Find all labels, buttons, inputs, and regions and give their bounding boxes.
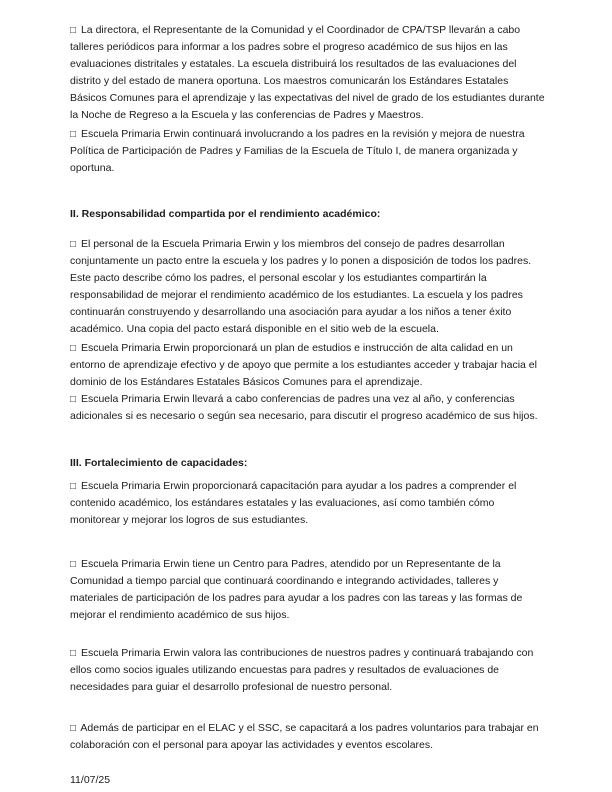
paragraph-text: Escuela Primaria Erwin tiene un Centro para Padres, atendido por un Representante de la Comunidad a tiempo parcial que continuará coordinando e integrando actividades, talleres y materiales de participación de los padres para ayudar a los padres con las tareas y las formas de mejorar el rendimiento académico de sus hijos. bbox=[70, 558, 523, 621]
section-continuation bbox=[70, 22, 547, 177]
policy-paragraph bbox=[70, 645, 547, 696]
section-shared-responsibility bbox=[70, 206, 547, 425]
paragraph-text: Escuela Primaria Erwin valora las contribuciones de nuestros padres y continuará trabajando con ellos como socios iguales utilizando encuestas para padres y resultados de evaluaciones de necesidades para guiar el desarrollo profesional de nuestro personal. bbox=[70, 647, 534, 693]
checkbox-icon: □ bbox=[70, 129, 77, 140]
paragraph-text: Escuela Primaria Erwin continuará involucrando a los padres en la revisión y mejora de nuestra Política de Participación de Padres y Familias de la Escuela de Título I, de manera organizada y oportuna. bbox=[70, 128, 525, 174]
checkbox-icon: □ bbox=[70, 394, 77, 405]
policy-paragraph bbox=[70, 126, 547, 177]
policy-paragraph bbox=[70, 556, 547, 624]
checkbox-icon: □ bbox=[70, 481, 77, 492]
footer-date: 11/07/25 bbox=[70, 774, 111, 786]
checkbox-icon: □ bbox=[70, 559, 77, 570]
policy-paragraph bbox=[70, 340, 547, 391]
paragraph-text: La directora, el Representante de la Comunidad y el Coordinador de CPA/TSP llevarán a cabo talleres periódicos para informar a los padres sobre el progreso académico de sus hijos en las evaluaciones distritales y estatales. La escuela distribuirá los resultados de las evaluaciones del distrito y del estado de manera oportuna. Los maestros comunicarán los Estándares Estatales Básicos Comunes para el aprendizaje y las expectativas del nivel de grado de los estudiantes durante la Noche de Regreso a la Escuela y las conferencias de Padres y Maestros. bbox=[70, 24, 545, 121]
checkbox-icon: □ bbox=[70, 239, 77, 250]
checkbox-icon: □ bbox=[70, 25, 77, 36]
paragraph-text: Escuela Primaria Erwin proporcionará capacitación para ayudar a los padres a comprender el contenido académico, los estándares estatales y las evaluaciones, así como también cómo monitorear y mejorar los logros de sus estudiantes. bbox=[70, 480, 517, 526]
section-capacity-building bbox=[70, 455, 547, 754]
policy-paragraph bbox=[70, 720, 547, 754]
paragraph-text: El personal de la Escuela Primaria Erwin y los miembros del consejo de padres desarrollan conjuntamente un pacto entre la escuela y los padres y lo ponen a disposición de todos los padres. Este pacto describe cómo los padres, el personal escolar y los estudiantes compartirán la responsabilidad de mejorar el rendimiento académico de los estudiantes. La escuela y los padres continuarán construyendo y desarrollando una asociación para ayudar a los niños a tener éxito académico. Una copia del pacto estará disponible en el sitio web de la escuela. bbox=[70, 238, 532, 335]
paragraph-text: Escuela Primaria Erwin llevará a cabo conferencias de padres una vez al año, y conferencias adicionales si es necesario o según sea necesario, para discutir el progreso académico de sus hijos. bbox=[70, 393, 538, 422]
checkbox-icon: □ bbox=[70, 343, 77, 354]
policy-paragraph bbox=[70, 478, 547, 529]
policy-paragraph bbox=[70, 22, 547, 124]
section-heading: II. Responsabilidad compartida por el rendimiento académico: bbox=[70, 208, 381, 220]
policy-paragraph bbox=[70, 391, 547, 425]
section-heading: III. Fortalecimiento de capacidades: bbox=[70, 457, 248, 469]
paragraph-text: Escuela Primaria Erwin proporcionará un plan de estudios e instrucción de alta calidad en un entorno de aprendizaje efectivo y de apoyo que permite a los estudiantes acceder y trabajar hacia el dominio de los Estándares Estatales Básicos Comunes para el aprendizaje. bbox=[70, 342, 537, 388]
checkbox-icon: □ bbox=[70, 723, 77, 734]
checkbox-icon: □ bbox=[70, 648, 77, 659]
policy-paragraph bbox=[70, 236, 547, 338]
paragraph-text: Además de participar en el ELAC y el SSC, se capacitará a los padres voluntarios para trabajar en colaboración con el personal para apoyar las actividades y eventos escolares. bbox=[70, 722, 539, 751]
